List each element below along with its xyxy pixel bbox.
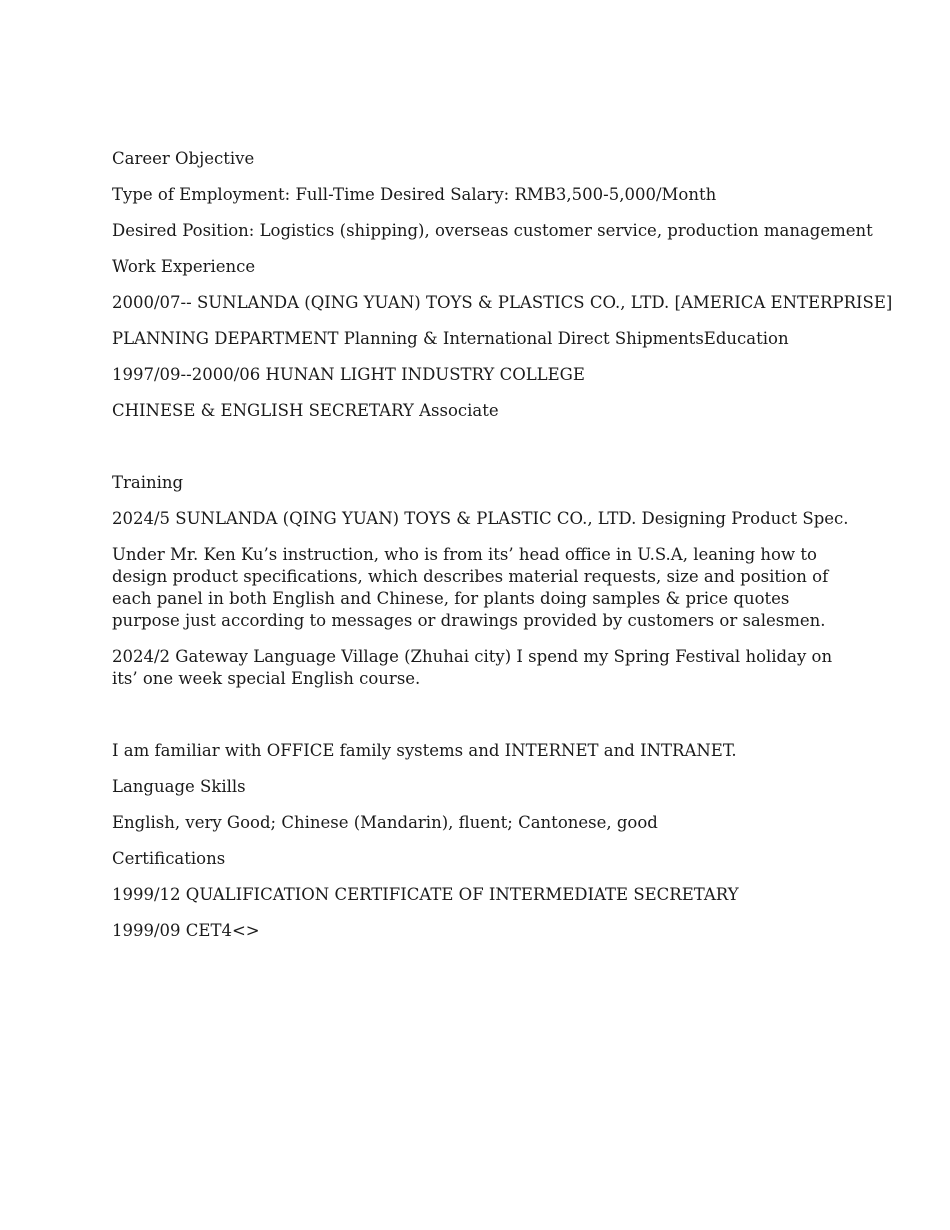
language-skills-text: English, very Good; Chinese (Mandarin), fluent; Cantonese, good bbox=[112, 813, 658, 832]
education-entry-major: CHINESE & ENGLISH SECRETARY Associate bbox=[112, 401, 499, 420]
career-objective-heading: Career Objective bbox=[112, 149, 255, 168]
employment-type-line: Type of Employment: Full-Time Desired Salary: RMB3,500-5,000/Month bbox=[112, 185, 717, 204]
language-skills-heading: Language Skills bbox=[112, 777, 246, 796]
computer-skills-text: I am familiar with OFFICE family systems and INTERNET and INTRANET. bbox=[112, 741, 737, 760]
certification-item: 1999/12 QUALIFICATION CERTIFICATE OF INTERMEDIATE SECRETARY bbox=[112, 885, 739, 904]
training-heading: Training bbox=[112, 473, 184, 492]
spacer bbox=[112, 704, 842, 726]
desired-position-line: Desired Position: Logistics (shipping), overseas customer service, production management bbox=[112, 221, 873, 240]
spacer bbox=[112, 436, 842, 458]
work-experience-heading: Work Experience bbox=[112, 257, 256, 276]
training-item-description: Under Mr. Ken Ku’s instruction, who is from its’ head office in U.S.A, leaning how to design product specifications, which describes material requests, size and position of each panel in both English and Chinese, for plants doing samples & price quotes purpose just according to messages or drawings provided by customers or salesmen. bbox=[112, 545, 829, 630]
training-item-language-village: 2024/2 Gateway Language Village (Zhuhai city) I spend my Spring Festival holiday on its’ one week special English course. bbox=[112, 647, 833, 688]
resume-document bbox=[112, 148, 893, 956]
work-entry-department: PLANNING DEPARTMENT Planning & International Direct ShipmentsEducation bbox=[112, 329, 789, 348]
work-entry-company: 2000/07-- SUNLANDA (QING YUAN) TOYS & PLASTICS CO., LTD. [AMERICA ENTERPRISE] bbox=[112, 293, 893, 312]
certification-item: 1999/09 CET4<> bbox=[112, 921, 260, 940]
education-entry-college: 1997/09--2000/06 HUNAN LIGHT INDUSTRY COLLEGE bbox=[112, 365, 585, 384]
certifications-heading: Certifications bbox=[112, 849, 226, 868]
training-item-title: 2024/5 SUNLANDA (QING YUAN) TOYS & PLASTIC CO., LTD. Designing Product Spec. bbox=[112, 509, 849, 528]
